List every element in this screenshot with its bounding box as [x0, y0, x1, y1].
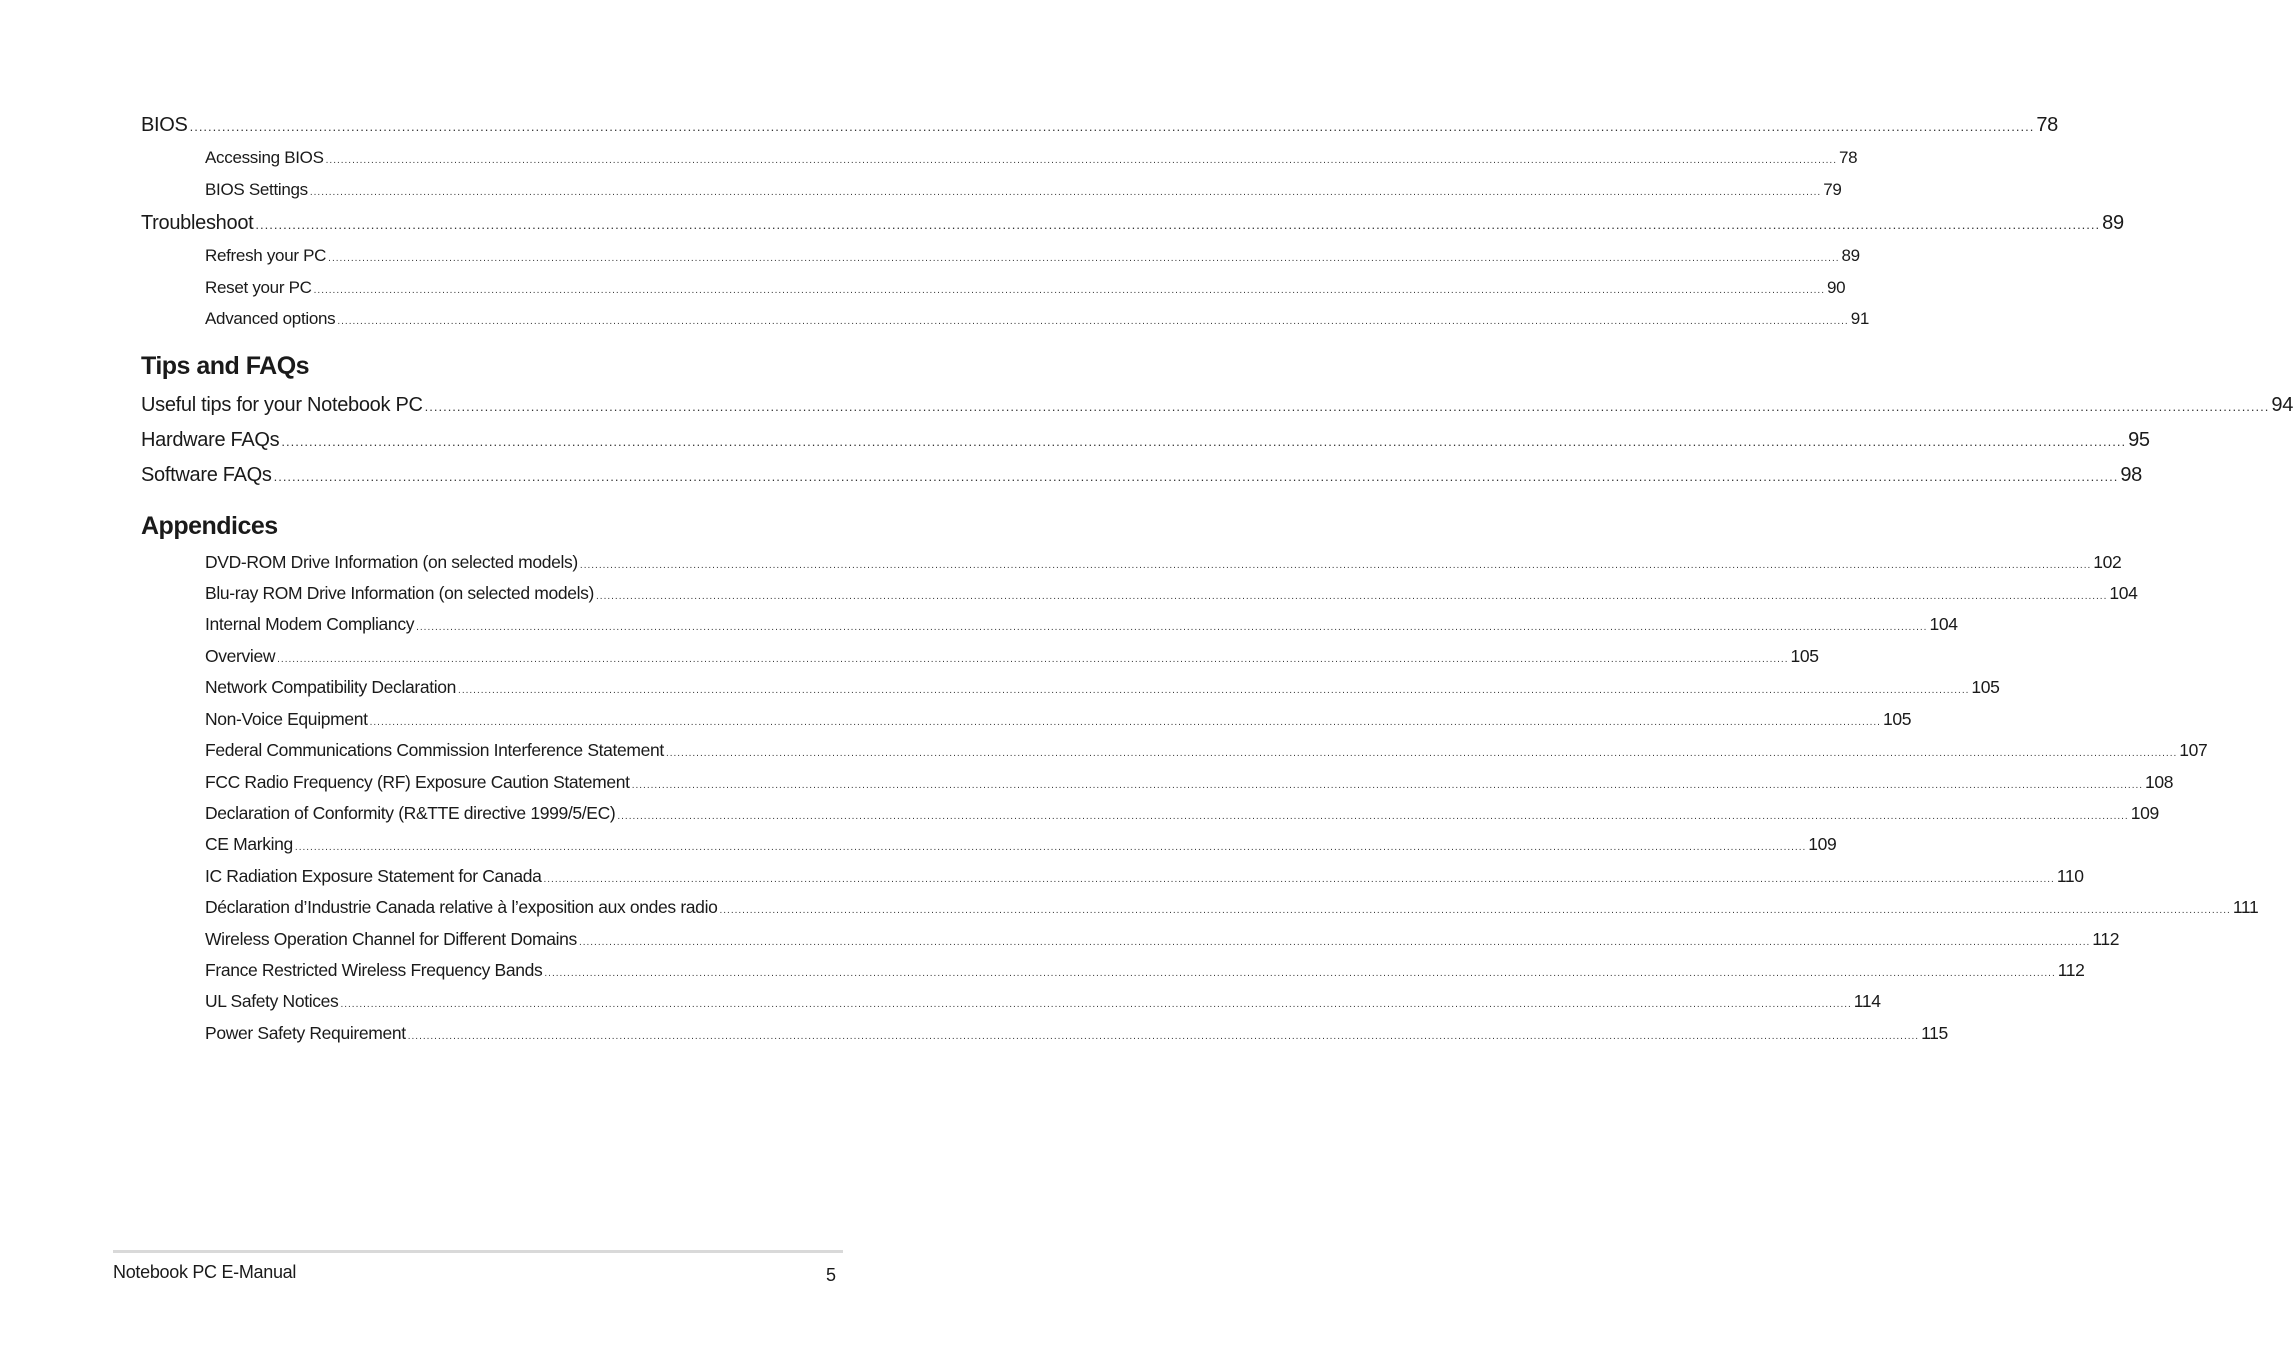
footer-page-number: 5: [826, 1265, 837, 1285]
toc-entry-title: Déclaration d’Industrie Canada relative à l’exposition aux ondes radio: [205, 897, 718, 917]
toc-entry-title: Hardware FAQs: [141, 429, 280, 451]
dot-leader: ................................................................................................................................................................................................................................................................................................................................................................................................................: [544, 968, 2056, 979]
dot-leader: ................................................................................................................................................................................................................................................................................................................................................................................................................: [596, 591, 2108, 602]
toc-entry-title: CE Marking: [205, 834, 293, 854]
toc-entry[interactable]: [205, 583, 2138, 604]
footer-divider: [113, 1250, 843, 1253]
toc-entry[interactable]: [205, 148, 1858, 168]
toc-entry-title: BIOS Settings: [205, 180, 308, 199]
dot-leader: ................................................................................................................................................................................................................................................................................................................................................................................................................: [309, 187, 1822, 198]
toc-entry[interactable]: [205, 552, 2122, 573]
toc-entry[interactable]: [205, 897, 2259, 918]
toc-entry[interactable]: [141, 429, 2150, 452]
toc-entry[interactable]: [205, 929, 2120, 950]
toc-entry-page: 115: [1921, 1023, 1948, 1043]
dot-leader: ................................................................................................................................................................................................................................................................................................................................................................................................................: [543, 874, 2055, 885]
toc-entry-page: 105: [1971, 677, 2000, 697]
dot-leader: ................................................................................................................................................................................................................................................................................................................................................................................................................: [578, 937, 2091, 948]
section-heading-appendices: Appendices: [141, 512, 278, 540]
toc-entry-title: Network Compatibility Declaration: [205, 677, 457, 697]
toc-entry[interactable]: [205, 180, 1842, 200]
dot-leader: ................................................................................................................................................................................................................................................................................................................................................................................................................: [458, 685, 1970, 696]
toc-entry-title: Federal Communications Commission Interference Statement: [205, 740, 664, 760]
toc-entry-title: IC Radiation Exposure Statement for Canada: [205, 866, 542, 886]
toc-entry-page: 110: [2056, 866, 2084, 886]
dot-leader: ................................................................................................................................................................................................................................................................................................................................................................................................................: [294, 842, 1807, 853]
section-heading-tips: Tips and FAQs: [141, 352, 310, 380]
toc-entry-page: 105: [1790, 646, 1819, 666]
toc-entry[interactable]: [205, 740, 2208, 761]
toc-entry[interactable]: [141, 464, 2142, 487]
toc-entry-page: 90: [1826, 278, 1846, 297]
toc-entry[interactable]: [205, 246, 1860, 266]
toc-entry-title: Software FAQs: [141, 464, 272, 486]
dot-leader: ................................................................................................................................................................................................................................................................................................................................................................................................................: [340, 999, 1852, 1010]
toc-entry-title: Useful tips for your Notebook PC: [141, 394, 423, 416]
toc-entry-title: UL Safety Notices: [205, 991, 339, 1011]
toc-entry-page: 105: [1882, 709, 1912, 729]
dot-leader: ................................................................................................................................................................................................................................................................................................................................................................................................................: [277, 654, 1789, 665]
dot-leader: ................................................................................................................................................................................................................................................................................................................................................................................................................: [325, 155, 1837, 166]
toc-entry-title: Troubleshoot: [141, 212, 254, 234]
toc-entry-title: Overview: [205, 646, 276, 666]
toc-entry-page: 91: [1850, 309, 1869, 328]
toc-entry[interactable]: [141, 394, 2293, 417]
toc-entry[interactable]: [205, 278, 1846, 298]
toc-entry[interactable]: [205, 772, 2174, 793]
toc-entry-page: 102: [2093, 552, 2122, 572]
toc-entry-title: Blu-ray ROM Drive Information (on selected models): [205, 583, 595, 603]
toc-entry-page: 98: [2120, 464, 2142, 486]
toc-entry[interactable]: [141, 212, 2124, 235]
dot-leader: ................................................................................................................................................................................................................................................................................................................................................................................................................: [407, 1031, 1920, 1042]
toc-entry-title: DVD-ROM Drive Information (on selected models): [205, 552, 578, 572]
toc-entry-title: Non-Voice Equipment: [205, 709, 368, 729]
dot-leader: ................................................................................................................................................................................................................................................................................................................................................................................................................: [416, 622, 1928, 633]
toc-entry[interactable]: [205, 1023, 1948, 1044]
dot-leader: ................................................................................................................................................................................................................................................................................................................................................................................................................: [369, 717, 1881, 728]
dot-leader: ................................................................................................................................................................................................................................................................................................................................................................................................................: [617, 811, 2129, 822]
toc-entry-page: 112: [2092, 929, 2120, 949]
footer-title: Notebook PC E-Manual: [113, 1262, 297, 1282]
toc-entry[interactable]: [205, 646, 1819, 667]
toc-entry-page: 112: [2057, 960, 2085, 980]
toc-entry-title: Refresh your PC: [205, 246, 327, 265]
toc-entry-page: 108: [2145, 772, 2174, 792]
toc-entry-page: 109: [2130, 803, 2159, 823]
toc-entry-title: France Restricted Wireless Frequency Bands: [205, 960, 543, 980]
toc-entry-page: 79: [1823, 180, 1842, 199]
toc-entry-page: 94: [2271, 394, 2293, 416]
dot-leader: ................................................................................................................................................................................................................................................................................................................................................................................................................: [665, 748, 2178, 759]
dot-leader: ................................................................................................................................................................................................................................................................................................................................................................................................................: [281, 434, 2127, 449]
toc-entry-page: 104: [2109, 583, 2138, 603]
toc-entry-page: 89: [1841, 246, 1860, 265]
dot-leader: ................................................................................................................................................................................................................................................................................................................................................................................................................: [189, 119, 2035, 134]
toc-entry-page: 109: [1808, 834, 1837, 854]
toc-entry-page: 114: [1853, 991, 1881, 1011]
dot-leader: ................................................................................................................................................................................................................................................................................................................................................................................................................: [631, 780, 2144, 791]
toc-entry-title: Internal Modem Compliancy: [205, 614, 415, 634]
toc-entry-page: 78: [1838, 148, 1858, 167]
toc-entry[interactable]: [205, 803, 2159, 824]
dot-leader: ................................................................................................................................................................................................................................................................................................................................................................................................................: [273, 469, 2119, 484]
toc-entry-title: Power Safety Requirement: [205, 1023, 406, 1043]
toc-entry-page: 89: [2102, 212, 2124, 234]
toc-entry[interactable]: [205, 834, 1837, 855]
toc-entry-page: 95: [2128, 429, 2150, 451]
toc-entry[interactable]: [141, 114, 2058, 137]
toc-entry[interactable]: [205, 309, 1869, 329]
toc-entry[interactable]: [205, 614, 1958, 635]
dot-leader: ................................................................................................................................................................................................................................................................................................................................................................................................................: [719, 905, 2231, 916]
toc-entry-title: Reset your PC: [205, 278, 312, 297]
toc-entry-page: 107: [2179, 740, 2208, 760]
dot-leader: ................................................................................................................................................................................................................................................................................................................................................................................................................: [328, 253, 1840, 264]
dot-leader: ................................................................................................................................................................................................................................................................................................................................................................................................................: [313, 285, 1825, 296]
toc-entry-title: Declaration of Conformity (R&TTE directive 1999/5/EC): [205, 803, 616, 823]
dot-leader: ................................................................................................................................................................................................................................................................................................................................................................................................................: [255, 217, 2101, 232]
dot-leader: ................................................................................................................................................................................................................................................................................................................................................................................................................: [337, 316, 1849, 327]
toc-entry-title: Accessing BIOS: [205, 148, 324, 167]
toc-entry[interactable]: [205, 866, 2084, 887]
toc-entry-title: BIOS: [141, 114, 188, 136]
toc-entry-page: 111: [2232, 897, 2259, 917]
dot-leader: ................................................................................................................................................................................................................................................................................................................................................................................................................: [424, 399, 2270, 414]
toc-entry-title: FCC Radio Frequency (RF) Exposure Caution Statement: [205, 772, 630, 792]
toc-entry[interactable]: [205, 991, 1881, 1012]
toc-entry[interactable]: [205, 709, 1912, 730]
toc-entry-title: Wireless Operation Channel for Different Domains: [205, 929, 577, 949]
toc-entry-page: 78: [2036, 114, 2058, 136]
toc-entry-title: Advanced options: [205, 309, 336, 328]
toc-entry-page: 104: [1929, 614, 1958, 634]
toc-entry[interactable]: [205, 960, 2085, 981]
dot-leader: ................................................................................................................................................................................................................................................................................................................................................................................................................: [579, 560, 2092, 571]
toc-entry[interactable]: [205, 677, 2000, 698]
